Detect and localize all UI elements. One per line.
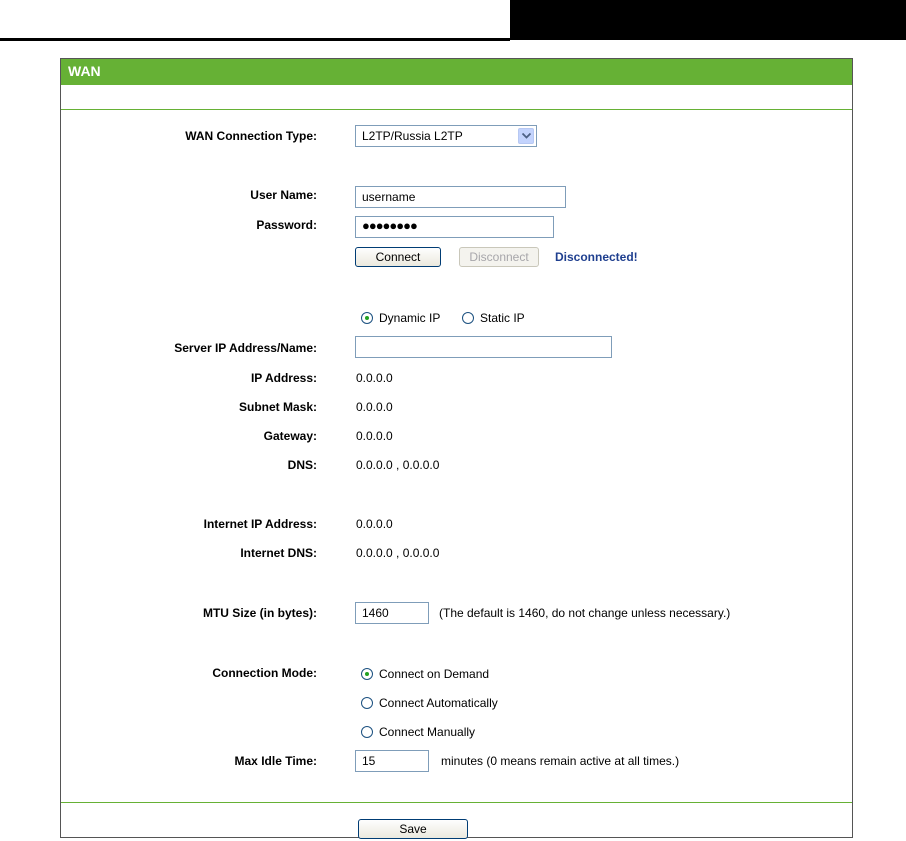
mtu-label: MTU Size (in bytes):	[202, 606, 317, 620]
password-label: Password:	[256, 218, 317, 232]
radio-button[interactable]	[361, 697, 373, 709]
dns-label: DNS:	[287, 458, 317, 472]
subnet-mask-label: Subnet Mask:	[238, 400, 317, 414]
dynamic-ip-label: Dynamic IP	[379, 311, 441, 325]
connect-automatically-label: Connect Automatically	[379, 696, 498, 710]
connection-type-value: L2TP/Russia L2TP	[362, 129, 463, 143]
save-button[interactable]: Save	[358, 819, 468, 839]
radio-connect-manually[interactable]	[361, 725, 475, 739]
wan-panel	[60, 58, 853, 838]
max-idle-note: minutes (0 means remain active at all times.)	[441, 754, 680, 768]
mtu-input[interactable]: 1460	[355, 602, 429, 624]
internet-dns-value: 0.0.0.0 , 0.0.0.0	[356, 546, 440, 560]
max-idle-input[interactable]: 15	[355, 750, 429, 772]
connect-on-demand-label: Connect on Demand	[379, 667, 490, 681]
radio-button-selected[interactable]	[361, 668, 373, 680]
radio-button[interactable]	[462, 312, 474, 324]
radio-button-selected[interactable]	[361, 312, 373, 324]
ip-address-label: IP Address:	[250, 371, 317, 385]
max-idle-label: Max Idle Time:	[234, 754, 317, 768]
radio-connect-automatically[interactable]	[361, 696, 498, 710]
internet-ip-value: 0.0.0.0	[356, 517, 393, 531]
divider-top	[61, 109, 852, 110]
user-name-label: User Name:	[250, 188, 317, 202]
chevron-down-icon[interactable]	[518, 128, 534, 144]
server-address-input[interactable]	[355, 336, 612, 358]
subnet-mask-value: 0.0.0.0	[356, 400, 393, 414]
panel-title: WAN	[61, 59, 852, 85]
gateway-label: Gateway:	[263, 429, 317, 443]
connection-status: Disconnected!	[555, 250, 638, 264]
password-input[interactable]: ●●●●●●●●	[355, 216, 554, 238]
connection-type-label: WAN Connection Type:	[185, 129, 317, 143]
connect-button[interactable]: Connect	[355, 247, 441, 267]
radio-button[interactable]	[361, 726, 373, 738]
static-ip-label: Static IP	[480, 311, 525, 325]
connection-type-select[interactable]	[355, 125, 537, 147]
connect-manually-label: Connect Manually	[379, 725, 476, 739]
disconnect-button[interactable]: Disconnect	[459, 247, 539, 267]
user-name-input[interactable]: username	[355, 186, 566, 208]
internet-dns-label: Internet DNS:	[240, 546, 317, 560]
radio-dynamic-ip[interactable]	[361, 311, 440, 325]
connection-mode-label: Connection Mode:	[212, 666, 317, 680]
divider-bottom	[61, 802, 852, 803]
ip-address-value: 0.0.0.0	[356, 371, 393, 385]
gateway-value: 0.0.0.0	[356, 429, 393, 443]
radio-static-ip[interactable]	[462, 311, 525, 325]
server-address-label: Server IP Address/Name:	[174, 341, 317, 355]
header-dark-block	[510, 0, 906, 40]
header-rule	[0, 38, 510, 41]
radio-connect-on-demand[interactable]	[361, 667, 489, 681]
dns-value: 0.0.0.0 , 0.0.0.0	[356, 458, 440, 472]
mtu-note: (The default is 1460, do not change unless necessary.)	[439, 606, 731, 620]
internet-ip-label: Internet IP Address:	[203, 517, 317, 531]
